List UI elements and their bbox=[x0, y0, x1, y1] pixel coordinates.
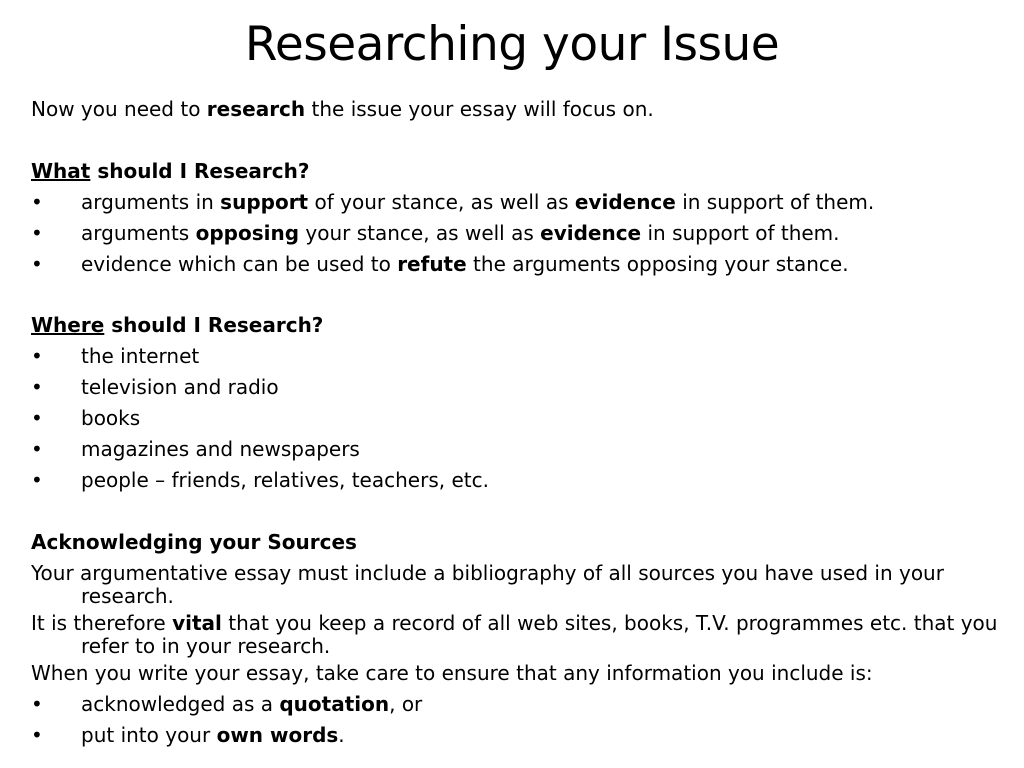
what-heading: What should I Research? bbox=[31, 158, 310, 183]
bullet-icon: • bbox=[31, 406, 43, 430]
list-item: • acknowledged as a quotation, or bbox=[31, 689, 1006, 720]
where-heading: Where should I Research? bbox=[31, 313, 324, 337]
care-paragraph: When you write your essay, take care to ensure that any information you include is: bbox=[31, 660, 873, 685]
list-item: • books bbox=[31, 403, 1006, 434]
intro-text: Now you need to research the issue your essay will focus on. bbox=[31, 97, 654, 121]
list-item: • television and radio bbox=[31, 372, 1006, 403]
bullet-icon: • bbox=[31, 468, 43, 492]
bullet-icon: • bbox=[31, 344, 43, 368]
bullet-icon: • bbox=[31, 375, 43, 399]
bullet-icon: • bbox=[31, 437, 43, 461]
sources-heading: Acknowledging your Sources bbox=[31, 529, 357, 554]
list-item: • arguments in support of your stance, as well as evidence in support of them. bbox=[31, 187, 1006, 218]
slide-title: Researching your Issue bbox=[244, 17, 780, 72]
list-item: • put into your own words. bbox=[31, 720, 1006, 751]
list-item: • magazines and newspapers bbox=[31, 434, 1006, 465]
list-item: • evidence which can be used to refute the arguments opposing your stance. bbox=[31, 249, 1006, 280]
list-item: • the internet bbox=[31, 341, 1006, 372]
bullet-icon: • bbox=[31, 691, 43, 716]
list-item: • arguments opposing your stance, as well as evidence in support of them. bbox=[31, 218, 1006, 249]
bullet-icon: • bbox=[31, 220, 43, 245]
list-item: • people – friends, relatives, teachers, etc. bbox=[31, 465, 1006, 496]
bullet-icon: • bbox=[31, 251, 43, 276]
bullet-icon: • bbox=[31, 189, 43, 214]
record-paragraph: It is therefore vital that you keep a record of all web sites, books, T.V. programmes etc. that you refer to in your research. bbox=[31, 610, 998, 658]
slide-body bbox=[31, 94, 1006, 751]
bibliography-paragraph: Your argumentative essay must include a bibliography of all sources you have used in your research. bbox=[31, 560, 944, 608]
bullet-icon: • bbox=[31, 722, 43, 747]
